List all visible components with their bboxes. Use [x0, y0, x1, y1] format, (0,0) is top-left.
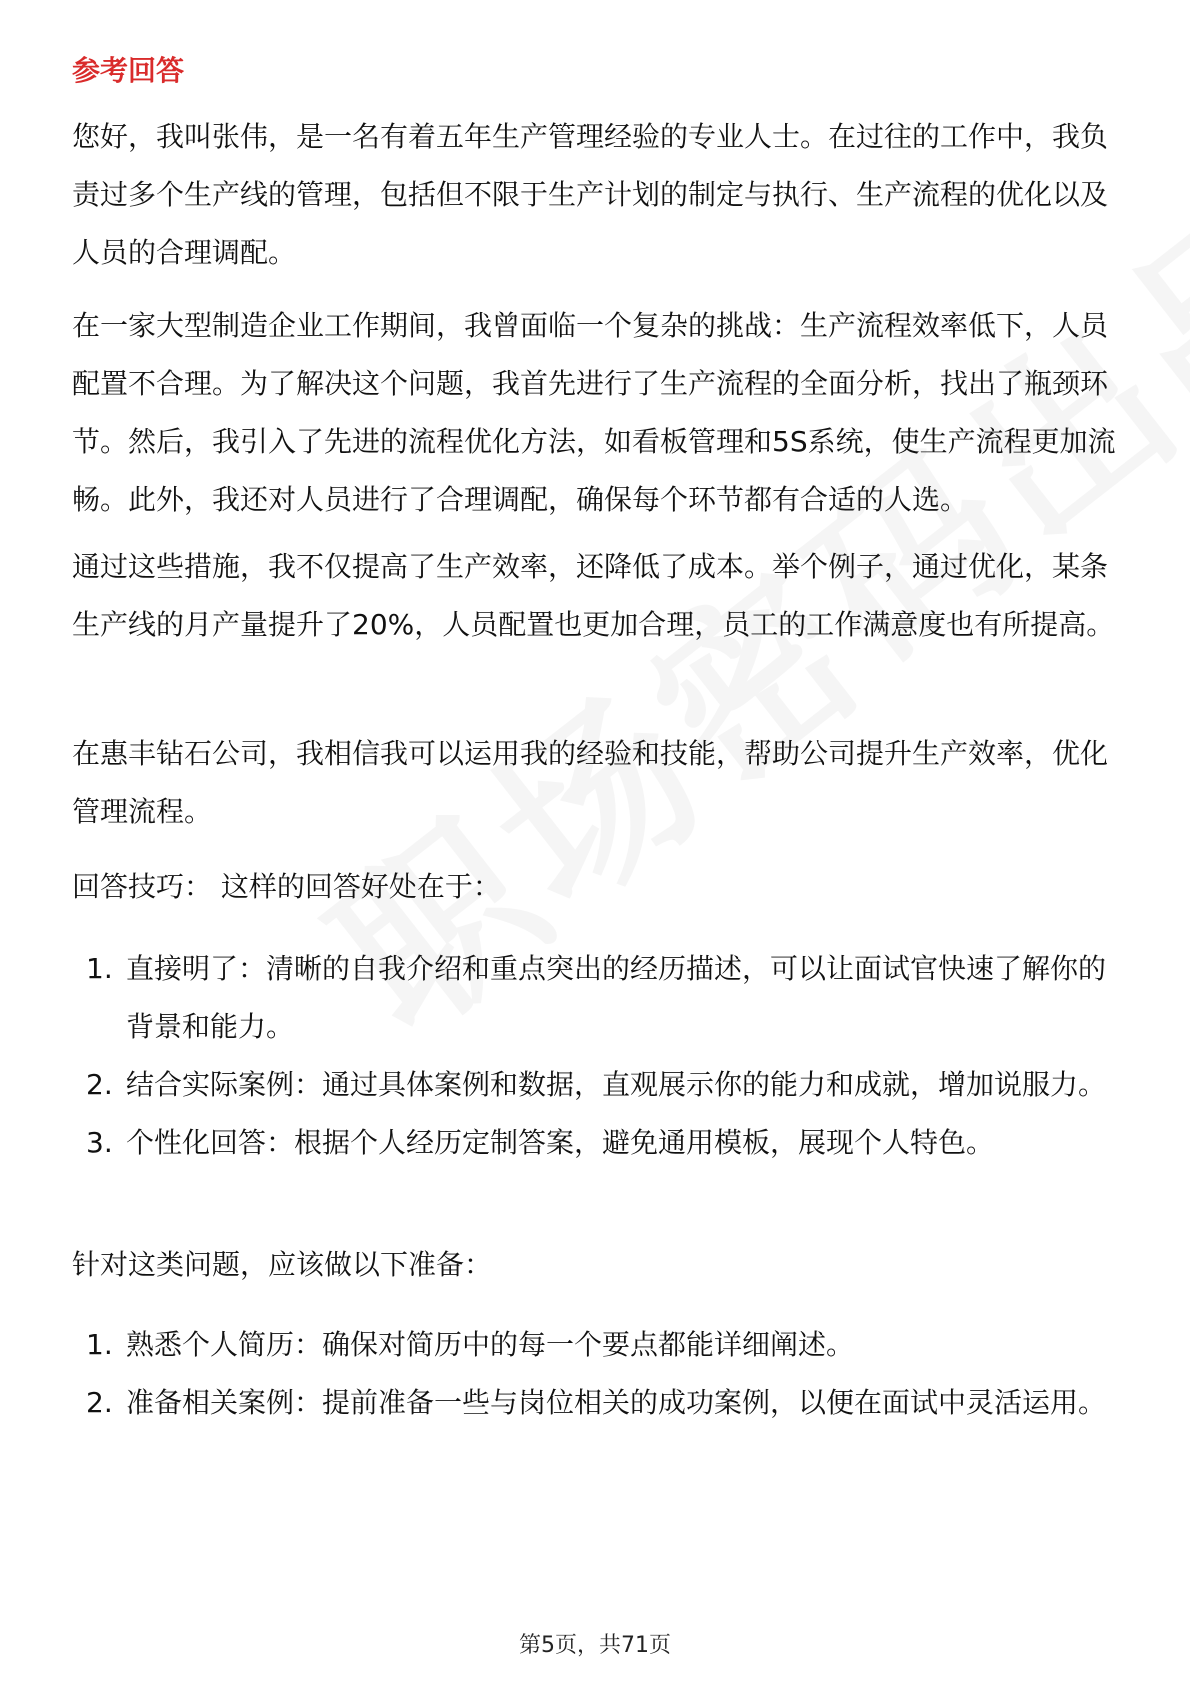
list-item [72, 1316, 1124, 1374]
answer-paragraph-2: 在一家大型制造企业工作期间，我曾面临一个复杂的挑战：生产流程效率低下，人员配置不合理。为了解决这个问题，我首先进行了生产流程的全面分析，找出了瓶颈环节。然后，我引入了先进的流程优化方法，如看板管理和5S系统，使生产流程更加流畅。此外，我还对人员进行了合理调配，确保每个环节都有合适的人选。 [72, 309, 1116, 516]
page-number: 第5页，共71页 [519, 1633, 671, 1658]
tips-intro: 回答技巧： 这样的回答好处在于： [72, 870, 501, 903]
prep-intro: 针对这类问题，应该做以下准备： [72, 1248, 493, 1281]
answer-paragraph-4: 在惠丰钻石公司，我相信我可以运用我的经验和技能，帮助公司提升生产效率，优化管理流程。 [72, 737, 1109, 828]
list-number: 2. [86, 1068, 113, 1101]
list-text: 准备相关案例：提前准备一些与岗位相关的成功案例，以便在面试中灵活运用。 [126, 1386, 1107, 1419]
list-item [72, 1114, 1124, 1172]
answer-paragraph-1: 您好，我叫张伟，是一名有着五年生产管理经验的专业人士。在过往的工作中，我负责过多个生产线的管理，包括但不限于生产计划的制定与执行、生产流程的优化以及人员的合理调配。 [72, 120, 1109, 269]
list-item [72, 940, 1124, 1056]
section-heading: 参考回答 [72, 54, 185, 87]
prep-list [72, 1316, 1124, 1432]
list-text: 直接明了：清晰的自我介绍和重点突出的经历描述，可以让面试官快速了解你的背景和能力。 [126, 952, 1107, 1043]
list-item [72, 1374, 1124, 1432]
list-number: 1. [86, 952, 113, 985]
tips-list [72, 940, 1124, 1172]
list-number: 2. [86, 1386, 113, 1419]
list-text: 结合实际案例：通过具体案例和数据，直观展示你的能力和成就，增加说服力。 [126, 1068, 1107, 1101]
list-item [72, 1056, 1124, 1114]
list-text: 个性化回答：根据个人经历定制答案，避免通用模板，展现个人特色。 [126, 1126, 995, 1159]
list-text: 熟悉个人简历：确保对简历中的每一个要点都能详细阐述。 [126, 1328, 855, 1361]
list-number: 3. [86, 1126, 113, 1159]
list-number: 1. [86, 1328, 113, 1361]
answer-paragraph-3: 通过这些措施，我不仅提高了生产效率，还降低了成本。举个例子，通过优化，某条生产线的月产量提升了20%，人员配置也更加合理，员工的工作满意度也有所提高。 [72, 550, 1115, 641]
